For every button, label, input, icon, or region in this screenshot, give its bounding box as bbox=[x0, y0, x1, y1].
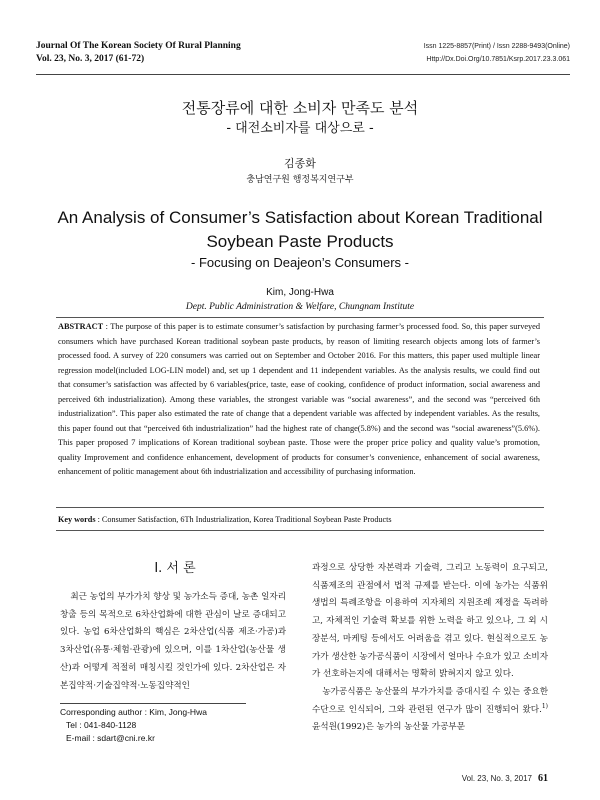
title-english-line1: An Analysis of Consumer’s Satisfaction about Korean Traditional bbox=[57, 208, 543, 227]
abstract-label: ABSTRACT bbox=[58, 322, 104, 331]
abstract-bottom-rule bbox=[56, 507, 544, 508]
keywords-bottom-rule bbox=[56, 530, 544, 531]
author-english: Kim, Jong-Hwa bbox=[266, 287, 334, 298]
subtitle-korean: - 대전소비자를 대상으로 - bbox=[226, 121, 374, 136]
page-number: 61 bbox=[538, 773, 548, 784]
subtitle-english: - Focusing on Deajeon’s Consumers - bbox=[191, 255, 409, 270]
journal-name: Journal Of The Korean Society Of Rural Planning bbox=[36, 41, 241, 51]
title-korean: 전통장류에 대한 소비자 만족도 분석 bbox=[181, 99, 419, 117]
title-english-line2: Soybean Paste Products bbox=[206, 232, 394, 251]
author-korean: 김종화 bbox=[284, 157, 316, 170]
body-text: 윤석원(1992)은 농가의 농산물 가공부문 bbox=[312, 722, 465, 733]
header-divider bbox=[36, 74, 570, 75]
affiliation-english: Dept. Public Administration & Welfare, Chungnam Institute bbox=[185, 302, 415, 312]
footer-volume: Vol. 23, No. 3, 2017 bbox=[461, 774, 532, 783]
volume-info: Vol. 23, No. 3, 2017 (61-72) bbox=[36, 54, 145, 64]
journal-header bbox=[36, 40, 241, 66]
corresponding-author: Corresponding author : Kim, Jong-Hwa bbox=[60, 707, 207, 717]
corresponding-author-footnote bbox=[60, 706, 207, 745]
abstract bbox=[58, 320, 540, 480]
footnote-ref: 1) bbox=[541, 702, 548, 710]
issn-block bbox=[424, 40, 570, 66]
abstract-text: : The purpose of this paper is to estimate consumer’s satisfaction by purchasing farmer’s processed food. So, this paper surveyed consumers which have purchased Korean traditional soybean paste products, by reason of limiting research objects among lots of farmer’s processed food. A survey of 220 consumers was carried out on September and October 2016. For this matters, this paper used multiple linear regression model(included LOG-LIN model) and, set up 1 dependent and 11 independent variables. As the analysis results, we could find out that consumer’s satisfaction was affected by 6 variables(price, taste, ease of cooking, confidence of product information, social awareness and perceived 6th industrialization). Among these variables, the strongest variable was “social awareness”, and the second was “perceived 6th industrialization”. This paper also estimated the rate of change that a dependent variable was affected by independent variables. As the results, this paper found out that “perceived 6th industrialization” had the highest rate of change(5.8%) and the second was “social awareness”(5.6%). This paper proposed 7 implications of Korean traditional soybean paste. Those were the proper price policy and quality value’s promotion, quality Improvement and confidence enhancement, development of products for consumer’s convenience, enhancement of social awareness, enhancement of politic management about 6th industrialization and accessibility of purchasing information. bbox=[58, 322, 541, 476]
body-column-left: 최근 농업의 부가가치 향상 및 농가소득 증대, 농촌 일자리 창출 등의 목적으로 6차산업화에 대한 관심이 날로 증대되고 있다. 농업 6차산업화의 핵심은 2차산업(식품 제조·가공)과 3차산업(유통·체험·관광)에 있으며, 이를 1차산업(농산물 생산)과 어떻게 적절히 매칭시킬 것인가에 있다. 2차산업은 자본집약적·기술집약적·노동집약적인 bbox=[60, 592, 286, 691]
issn-text: Issn 1225-8857(Print) / Issn 2288-9493(Online) bbox=[423, 43, 570, 50]
keywords-label: Key words bbox=[58, 515, 96, 524]
footnote-divider bbox=[60, 703, 246, 704]
affiliation-korean: 충남연구원 행정복지연구부 bbox=[246, 175, 354, 185]
abstract-top-rule bbox=[56, 317, 544, 318]
title-english bbox=[20, 206, 580, 254]
keywords bbox=[58, 514, 542, 526]
author-tel: Tel : 041-840-1128 bbox=[66, 720, 137, 730]
body-paragraph: 과정으로 상당한 자본력과 기술력, 그리고 노동력이 요구되고, 식품제조의 관점에서 법적 규제를 받는다. 이에 농가는 식품위생법의 특례조항을 이용하여 지자체의 지원조례 제정을 독려하고, 자체적인 기술력 확보를 위한 노력을 하고 있으나, 그 외 시장분석, 마케팅 등에서도 어려움을 겪고 있다. 현실적으로도 농가가 생산한 농가공식품이 시장에서 얼마나 수요가 있고 소비자가 선호하는지에 대해서는 명확히 밝혀지지 않고 있다. bbox=[312, 563, 548, 680]
body-text: 농가공식품은 농산물의 부가가치를 증대시킬 수 있는 중요한 수단으로 인식되어, 그와 관련된 연구가 많이 진행되어 왔다. bbox=[312, 686, 548, 715]
section-heading-introduction: I. 서 론 bbox=[154, 561, 196, 576]
body-column-right bbox=[312, 560, 548, 737]
doi-text: Http://Dx.Doi.Org/10.7851/Ksrp.2017.23.3.061 bbox=[426, 56, 570, 63]
keywords-text: : Consumer Satisfaction, 6Th Industrialization, Korea Traditional Soybean Paste Products bbox=[97, 515, 392, 524]
author-email: E-mail : sdart@cni.re.kr bbox=[66, 733, 155, 743]
body-paragraph bbox=[312, 684, 548, 737]
page-footer bbox=[462, 773, 548, 785]
